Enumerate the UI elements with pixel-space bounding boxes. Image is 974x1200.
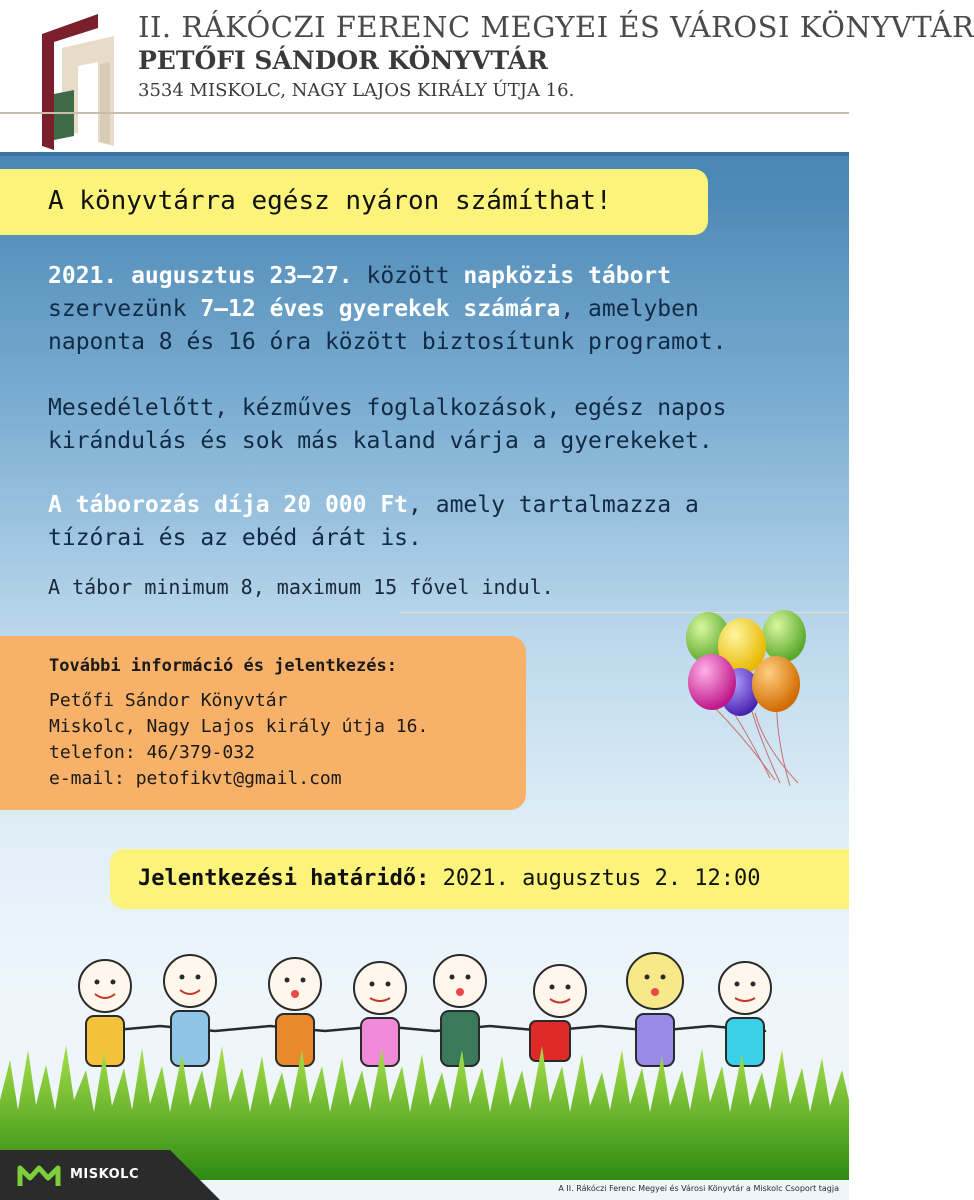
camp-fee: A táborozás díja 20 000 Ft <box>48 492 409 518</box>
header-divider <box>0 112 849 114</box>
headline-text: A könyvtárra egész nyáron számíthat! <box>48 186 612 216</box>
paragraph-2-line-1: Mesedélelőtt, kézműves foglalkozások, egész napos <box>48 395 727 421</box>
paragraph-1-line-2 <box>48 293 699 326</box>
contact-line: Miskolc, Nagy Lajos király útja 16. <box>49 716 429 737</box>
library-logo-icon <box>40 14 124 150</box>
deadline-value: 2021. augusztus 2. 12:00 <box>429 866 761 891</box>
text-fragment: , amelyben <box>560 296 699 322</box>
footer-note: A II. Rákóczi Ferenc Megyei és Városi Könyvtár a Miskolc Csoport tagja <box>558 1184 839 1193</box>
library-name: II. RÁKÓCZI FERENC MEGYEI ÉS VÁROSI KÖNYVTÁR <box>138 10 974 44</box>
camp-dates: 2021. augusztus 23–27. <box>48 263 353 289</box>
contact-phone: telefon: 46/379-032 <box>49 742 255 763</box>
paragraph-3-line-1 <box>48 489 699 522</box>
headline-banner <box>0 169 708 235</box>
contact-info-box <box>0 636 526 810</box>
header <box>0 0 974 152</box>
contact-heading: További információ és jelentkezés: <box>49 656 397 676</box>
miskolc-logo-icon <box>18 1162 60 1188</box>
age-range: 7–12 éves gyerekek számára <box>200 296 561 322</box>
footer <box>0 1150 849 1200</box>
text-fragment: között <box>352 263 464 289</box>
paragraph-1-line-1 <box>48 260 671 293</box>
footer-brand: MISKOLC <box>70 1167 140 1182</box>
deadline-label: Jelentkezési határidő: <box>138 866 430 891</box>
contact-email: e-mail: petofikvt@gmail.com <box>49 768 342 789</box>
paragraph-1-line-3: naponta 8 és 16 óra között biztosítunk programot. <box>48 329 727 355</box>
header-bottom-line <box>0 152 849 156</box>
contact-line: Petőfi Sándor Könyvtár <box>49 690 288 711</box>
balloons-illustration-icon <box>680 608 820 788</box>
text-fragment: szervezünk <box>48 296 201 322</box>
paragraph-2-line-2: kirándulás és sok más kaland várja a gyerekeket. <box>48 428 713 454</box>
deadline-text <box>138 866 761 891</box>
deadline-banner <box>110 849 849 909</box>
library-branch: PETŐFI SÁNDOR KÖNYVTÁR <box>138 46 548 75</box>
text-fragment: , amely tartalmazza a <box>408 492 699 518</box>
capacity-note: A tábor minimum 8, maximum 15 fővel indul. <box>48 575 554 599</box>
library-address: 3534 MISKOLC, NAGY LAJOS KIRÁLY ÚTJA 16. <box>138 80 575 101</box>
paragraph-3-line-2: tízórai és az ebéd árát is. <box>48 525 422 551</box>
camp-type: napközis tábort <box>463 263 672 289</box>
